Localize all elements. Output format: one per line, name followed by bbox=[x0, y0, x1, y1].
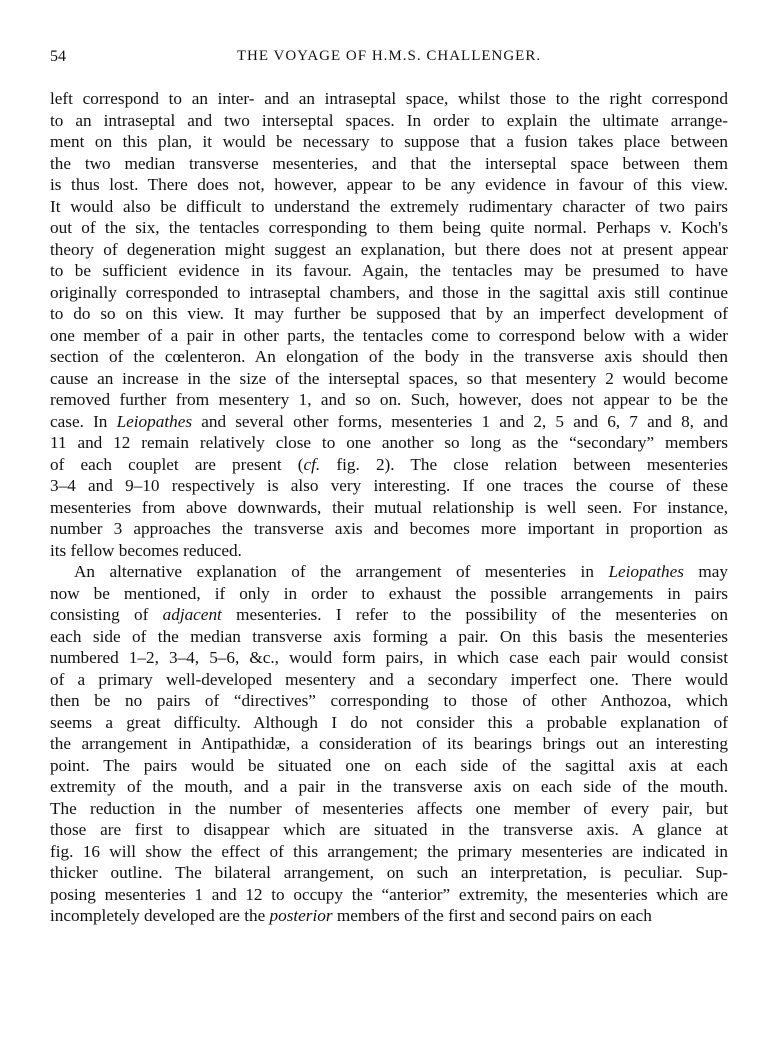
text-line: The reduction in the number of mesenteries affects one member of every pair, but bbox=[50, 798, 728, 818]
text-line: of each couplet are present (cf. fig. 2). The close relation between mesenteries bbox=[50, 454, 728, 474]
text-line: ment on this plan, it would be necessary to suppose that a fusion takes place between bbox=[50, 132, 728, 151]
text-line: removed further from mesentery 1, and so on. Such, however, does not appear to be the bbox=[50, 390, 728, 409]
text-line: fig. 16 will show the effect of this arrangement; the primary mesenteries are indicated in bbox=[50, 841, 728, 861]
text-line: those are first to disappear which are situated in the transverse axis. A glance at bbox=[50, 820, 728, 839]
text-line: then be no pairs of “directives” corresponding to those of other Anthozoa, which bbox=[50, 691, 728, 710]
text-line: theory of degeneration might suggest an explanation, but there does not at present appear bbox=[50, 239, 728, 259]
text-line: its fellow becomes reduced. bbox=[50, 540, 242, 560]
page-number: 54 bbox=[50, 48, 66, 65]
text-line: out of the six, the tentacles corresponding to them being quite normal. Perhaps v. Koch's bbox=[50, 218, 728, 237]
text-line: to be sufficient evidence in its favour. Again, the tentacles may be presumed to have bbox=[50, 261, 728, 280]
text-line: case. In Leiopathes and several other forms, mesenteries 1 and 2, 5 and 6, 7 and 8, and bbox=[50, 411, 728, 431]
text-line: seems a great difficulty. Although I do not consider this a probable explanation of bbox=[50, 712, 728, 732]
text-line: extremity of the mouth, and a pair in the transverse axis on each side of the mouth. bbox=[50, 777, 728, 796]
text-line: cause an increase in the size of the interseptal spaces, so that mesentery 2 would become bbox=[50, 368, 728, 388]
text-line: section of the cœlenteron. An elongation of the body in the transverse axis should then bbox=[50, 347, 728, 366]
text-line: incompletely developed are the posterior members of the first and second pairs on each bbox=[50, 906, 652, 925]
text-line: consisting of adjacent mesenteries. I refer to the possibility of the mesenteries on bbox=[50, 605, 728, 624]
text-line: It would also be difficult to understand the extremely rudimentary character of two pairs bbox=[50, 196, 728, 216]
running-title: THE VOYAGE OF H.M.S. CHALLENGER. bbox=[236, 48, 542, 64]
text-line: number 3 approaches the transverse axis and becomes more important in proportion as bbox=[50, 519, 728, 538]
text-line: each side of the median transverse axis forming a pair. On this basis the mesenteries bbox=[50, 626, 728, 646]
text-line: to do so on this view. It may further be supposed that by an imperfect development of bbox=[50, 304, 728, 323]
text-line: numbered 1–2, 3–4, 5–6, &c., would form pairs, in which case each pair would consist bbox=[50, 648, 728, 667]
text-line: is thus lost. There does not, however, appear to be any evidence in favour of this view. bbox=[50, 175, 728, 194]
text-line: now be mentioned, if only in order to exhaust the possible arrangements in pairs bbox=[50, 583, 728, 603]
text-line: An alternative explanation of the arrangement of mesenteries in Leiopathes may bbox=[74, 562, 729, 581]
text-line: originally corresponded to intraseptal chambers, and those in the sagittal axis still continue bbox=[50, 282, 728, 302]
text-line: one member of a pair in other parts, the tentacles come to correspond below with a wider bbox=[50, 325, 728, 345]
text-line: 11 and 12 remain relatively close to one another so long as the “secondary” members bbox=[50, 433, 728, 452]
page-header bbox=[50, 48, 728, 72]
text-line: left correspond to an inter- and an intraseptal space, whilst those to the right correspond bbox=[50, 89, 728, 108]
text-line: mesenteries from above downwards, their mutual relationship is well seen. For instance, bbox=[50, 497, 728, 517]
body-text bbox=[50, 88, 728, 927]
text-line: point. The pairs would be situated one on each side of the sagittal axis at each bbox=[50, 755, 728, 775]
text-line: of a primary well-developed mesentery and a secondary imperfect one. There would bbox=[50, 669, 728, 689]
text-line: thicker outline. The bilateral arrangement, on such an interpretation, is peculiar. Sup- bbox=[50, 863, 728, 882]
text-line: posing mesenteries 1 and 12 to occupy the “anterior” extremity, the mesenteries which are bbox=[50, 884, 728, 904]
text-line: to an intraseptal and two interseptal spaces. In order to explain the ultimate arrange- bbox=[50, 110, 728, 130]
text-line: the arrangement in Antipathidæ, a consideration of its bearings brings out an interesting bbox=[50, 734, 728, 753]
text-line: 3–4 and 9–10 respectively is also very interesting. If one traces the course of these bbox=[50, 476, 728, 495]
paragraph-1 bbox=[50, 88, 728, 561]
paragraph-2 bbox=[50, 561, 728, 927]
text-line: the two median transverse mesenteries, and that the interseptal space between them bbox=[50, 153, 728, 173]
